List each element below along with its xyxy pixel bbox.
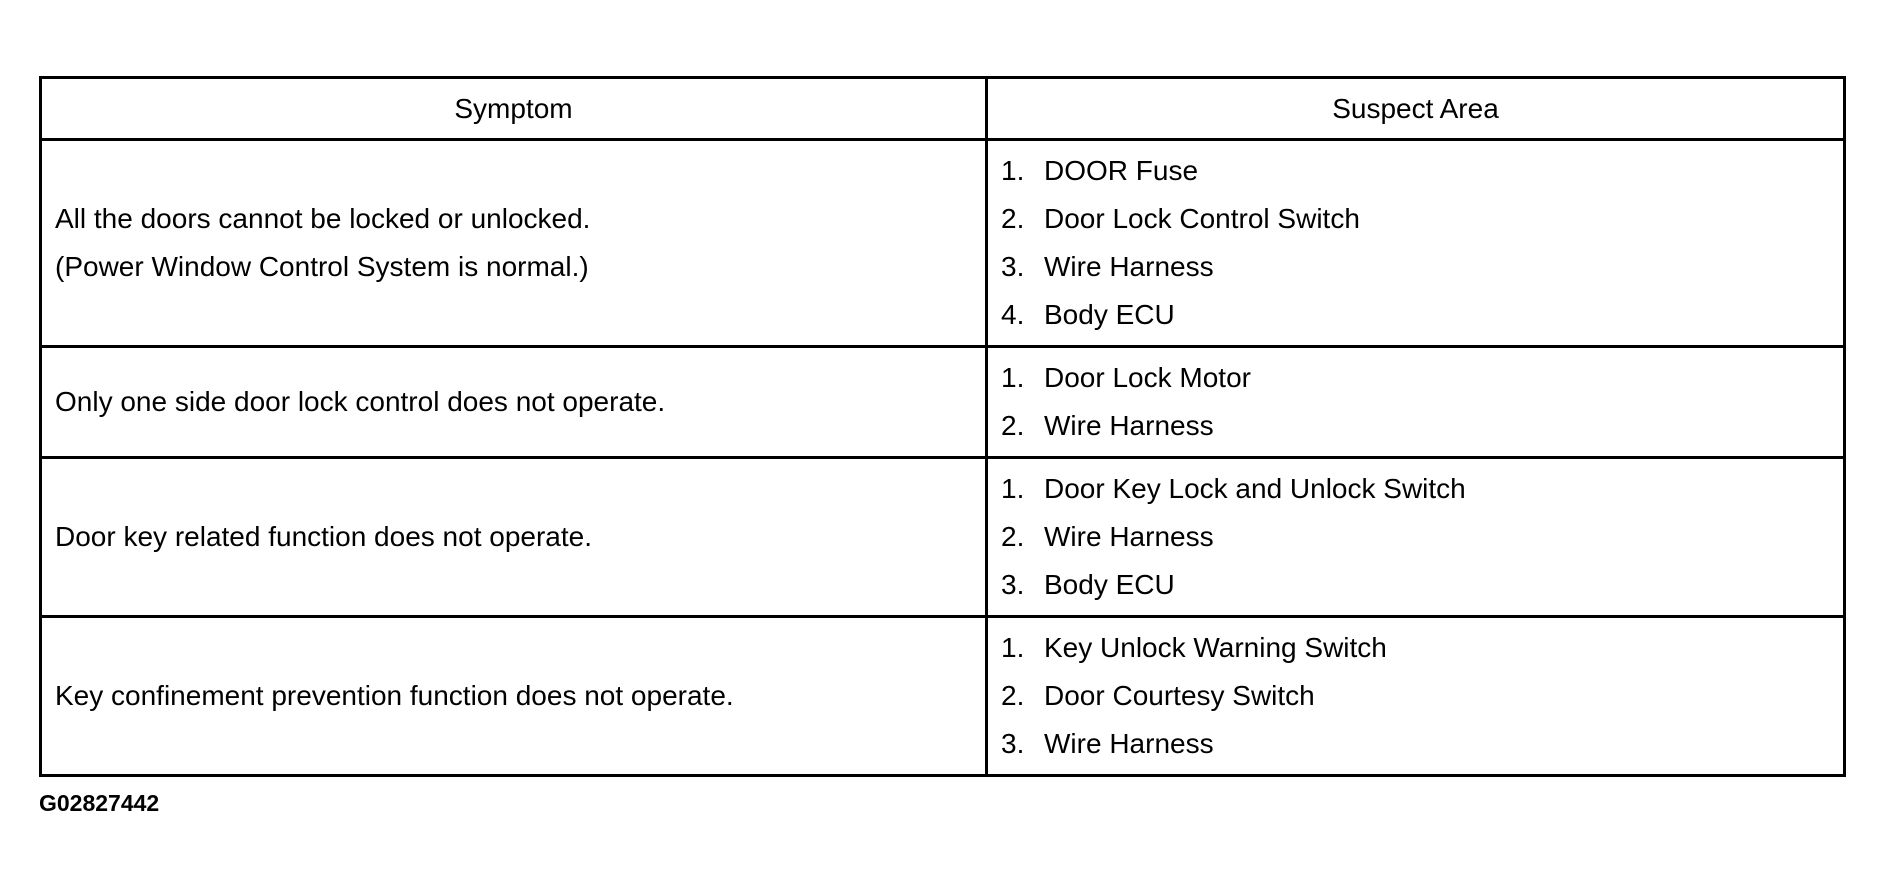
symptom-cell [41,140,987,347]
item-text: Door Courtesy Switch [1044,680,1315,711]
item-text: Door Key Lock and Unlock Switch [1044,473,1466,504]
symptom-cell [41,617,987,776]
list-item [1001,672,1843,720]
suspect-area-list [1001,348,1843,456]
list-item [1001,513,1843,561]
table-header-row [41,78,1845,140]
symptom-text: Door key related function does not operate. [55,521,593,552]
list-item [1001,720,1843,768]
problem-symptoms-table [39,76,1846,777]
list-item [1001,195,1843,243]
symptom-header: Symptom [41,78,987,140]
item-number: 4. [1001,299,1025,330]
list-item [1001,354,1843,402]
item-number: 2. [1001,680,1025,711]
item-text: Wire Harness [1044,728,1214,759]
item-text: Wire Harness [1044,251,1214,282]
list-item [1001,624,1843,672]
suspect-area-cell [987,347,1845,458]
item-text: Key Unlock Warning Switch [1044,632,1387,663]
suspect-area-header: Suspect Area [987,78,1845,140]
item-text: DOOR Fuse [1044,155,1199,186]
item-text: Wire Harness [1044,521,1214,552]
item-number: 1. [1001,473,1025,504]
symptom-text: All the doors cannot be locked or unlocked. [55,203,591,234]
symptom-text: Key confinement prevention function does not operate. [55,680,734,711]
list-item [1001,561,1843,609]
symptom-text: Only one side door lock control does not operate. [55,386,666,417]
item-number: 3. [1001,569,1025,600]
item-number: 1. [1001,155,1025,186]
list-item [1001,402,1843,450]
item-number: 2. [1001,521,1025,552]
item-text: Body ECU [1044,299,1175,330]
suspect-area-cell [987,617,1845,776]
suspect-area-cell [987,140,1845,347]
item-number: 1. [1001,362,1025,393]
item-text: Body ECU [1044,569,1175,600]
item-text: Door Lock Control Switch [1044,203,1360,234]
table-row [41,347,1845,458]
list-item [1001,465,1843,513]
figure-code: G02827442 [39,790,160,816]
item-number: 3. [1001,728,1025,759]
symptom-cell [41,347,987,458]
list-item [1001,243,1843,291]
item-number: 3. [1001,251,1025,282]
suspect-area-list [1001,459,1843,615]
suspect-area-cell [987,458,1845,617]
item-text: Door Lock Motor [1044,362,1251,393]
item-number: 2. [1001,203,1025,234]
suspect-area-list [1001,141,1843,345]
symptom-cell [41,458,987,617]
table-row [41,458,1845,617]
symptom-note: (Power Window Control System is normal.) [55,251,589,282]
item-text: Wire Harness [1044,410,1214,441]
item-number: 1. [1001,632,1025,663]
list-item [1001,291,1843,339]
table-row [41,140,1845,347]
item-number: 2. [1001,410,1025,441]
list-item [1001,147,1843,195]
suspect-area-list [1001,618,1843,774]
table-row [41,617,1845,776]
